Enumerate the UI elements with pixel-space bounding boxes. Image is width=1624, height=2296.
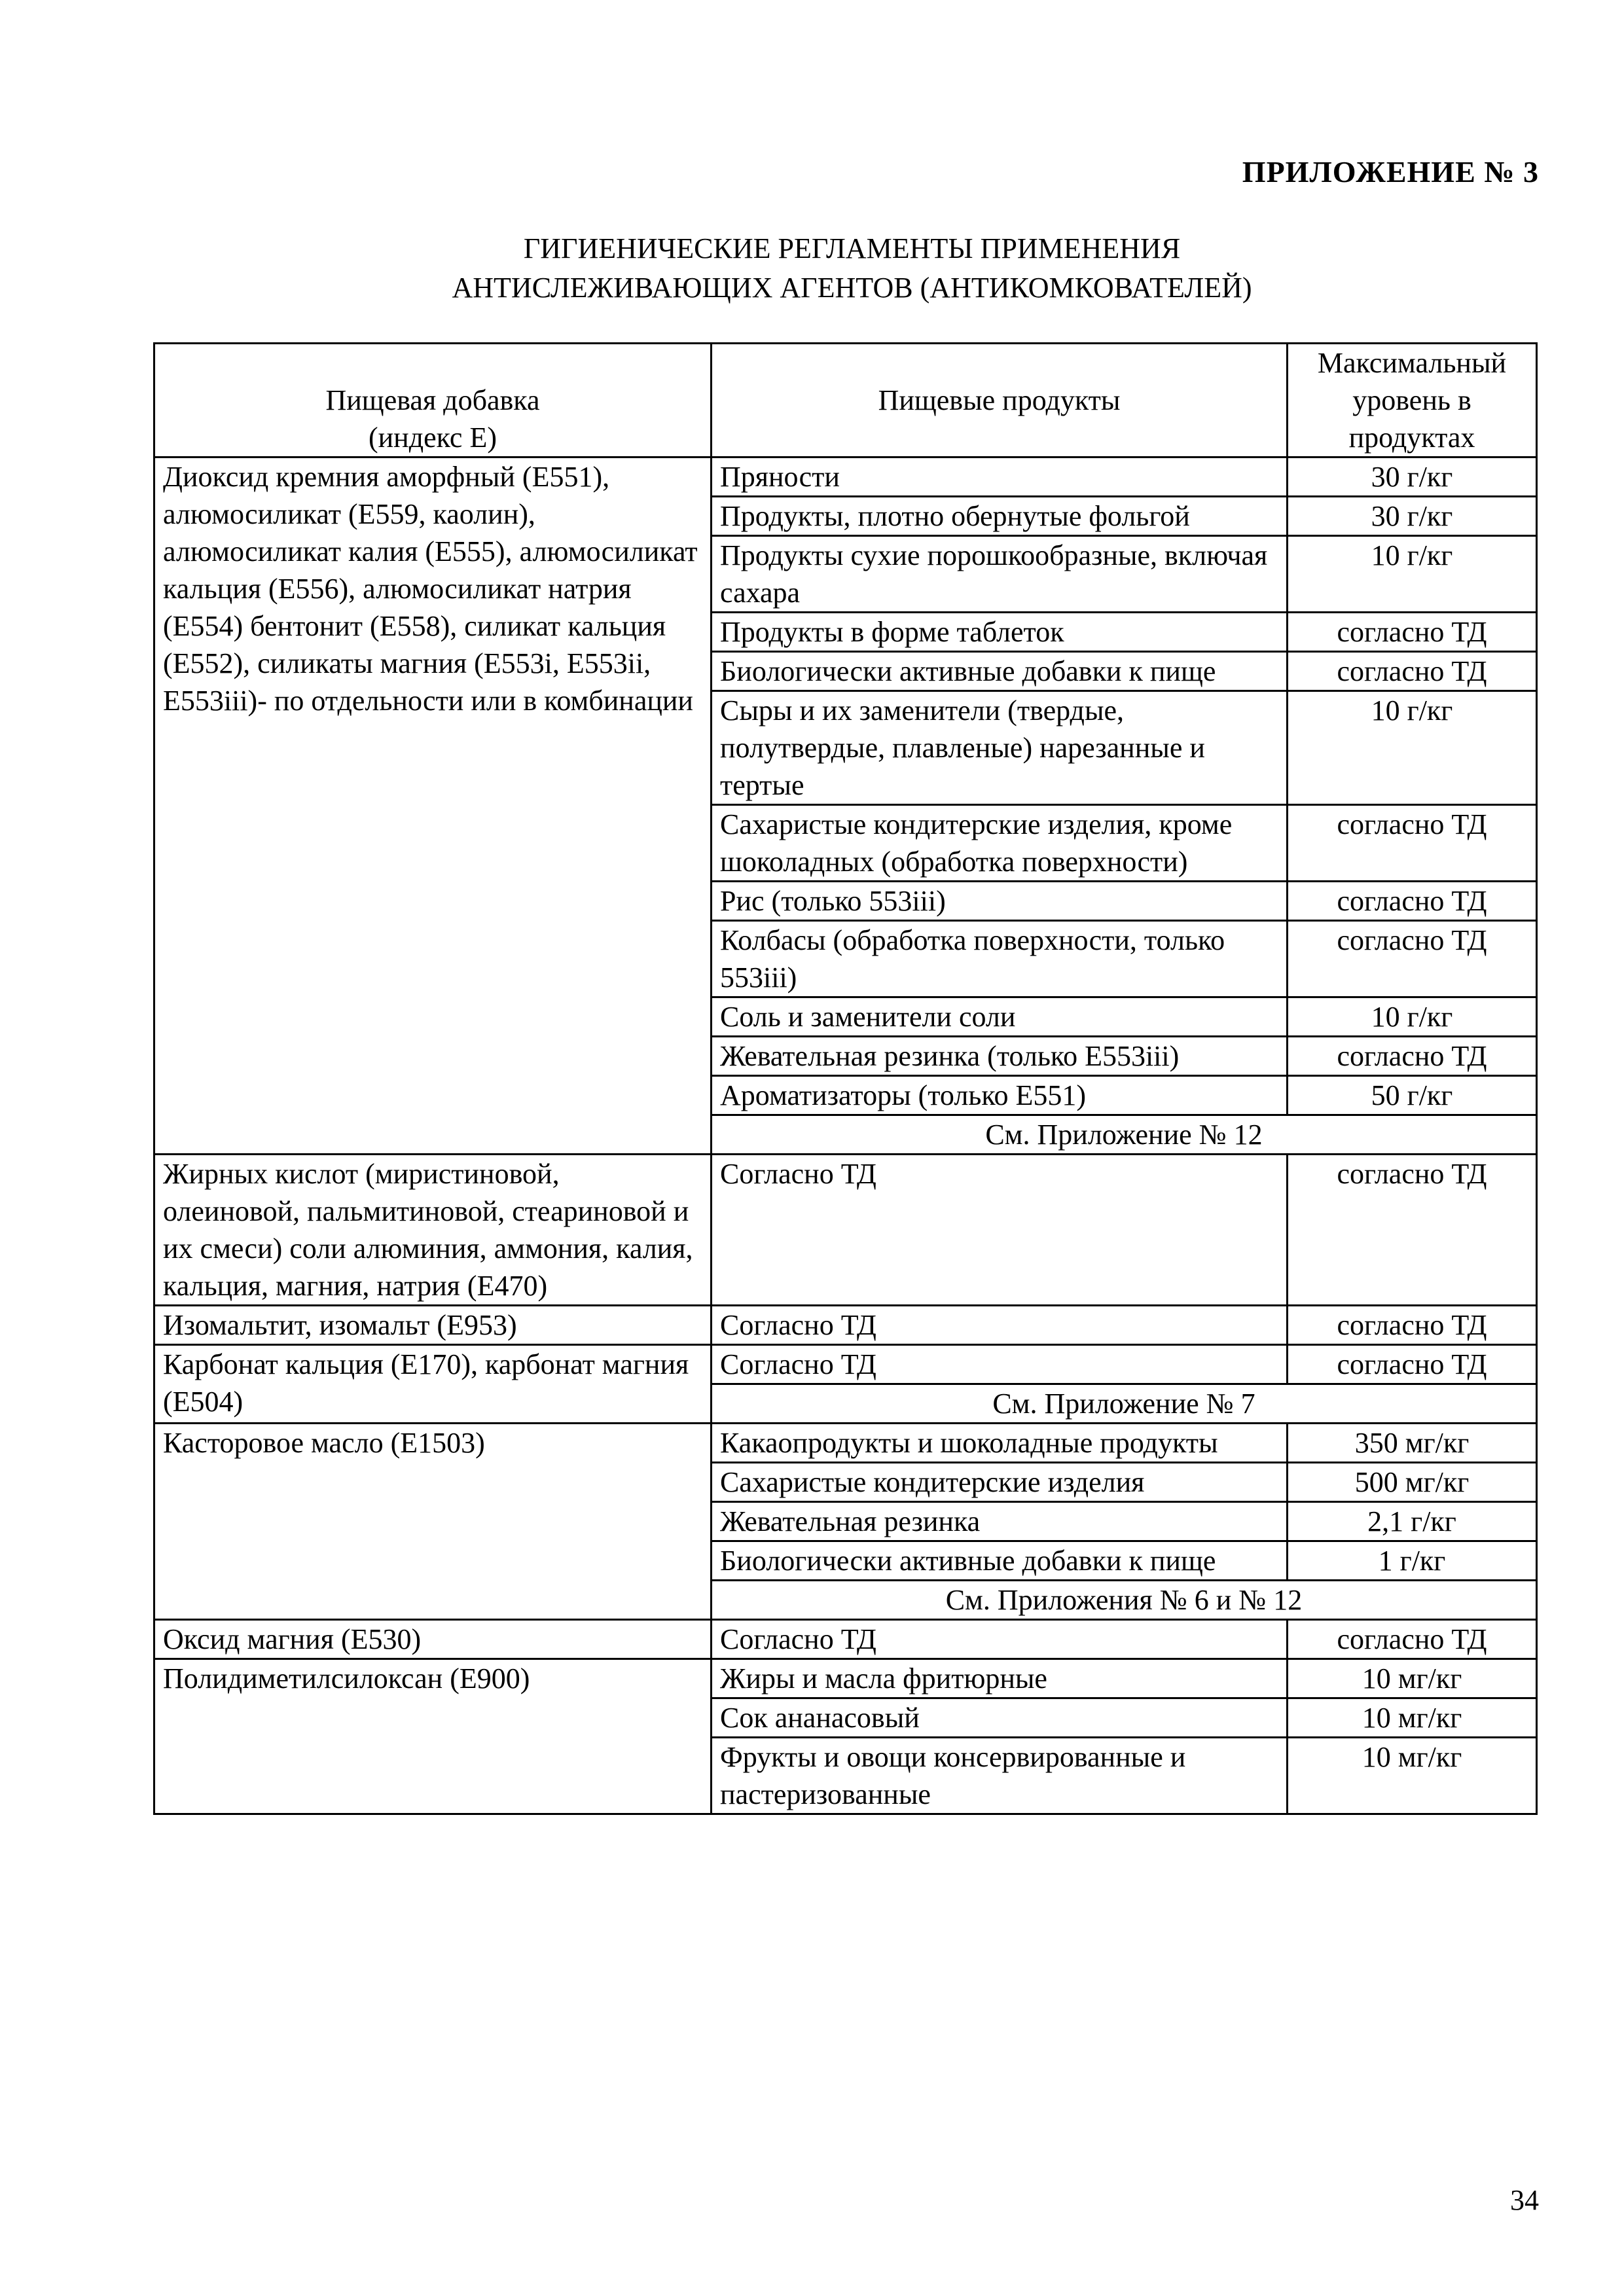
level-cell: 350 мг/кг [1288,1424,1537,1463]
product-cell: Согласно ТД [712,1620,1288,1659]
additive-cell: Полидиметилсилоксан (Е900) [154,1659,712,1814]
additive-cell: Изомальтит, изомальт (Е953) [154,1306,712,1345]
table-row [154,1659,1537,1698]
header-max-line-2: уровень в [1352,384,1471,416]
level-cell: согласно ТД [1288,1620,1537,1659]
header-additive-line-2: (индекс Е) [368,422,497,454]
level-cell: 500 мг/кг [1288,1463,1537,1502]
document-title [0,229,1624,308]
level-cell: 10 г/кг [1288,691,1537,805]
product-cell: Соль и заменители соли [712,997,1288,1037]
table-body [154,344,1537,1814]
product-cell: Сыры и их заменители (твердые, полутвердые, плавленые) нарезанные и тертые [712,691,1288,805]
additive-cell: Оксид магния (Е530) [154,1620,712,1659]
header-additive-line-1: Пищевая добавка [325,384,540,416]
level-cell: 10 г/кг [1288,997,1537,1037]
product-cell: Согласно ТД [712,1345,1288,1384]
product-cell: Согласно ТД [712,1306,1288,1345]
table-row [154,1306,1537,1345]
title-line-1: ГИГИЕНИЧЕСКИЕ РЕГЛАМЕНТЫ ПРИМЕНЕНИЯ [523,232,1181,264]
appendix-label: ПРИЛОЖЕНИЕ № 3 [1242,155,1539,188]
product-cell: Жиры и масла фритюрные [712,1659,1288,1698]
product-cell: Сок ананасовый [712,1698,1288,1738]
level-cell: 50 г/кг [1288,1076,1537,1115]
level-cell: согласно ТД [1288,921,1537,997]
header-products: Пищевые продукты [712,344,1288,457]
level-cell: согласно ТД [1288,613,1537,652]
product-cell: Продукты, плотно обернутые фольгой [712,497,1288,536]
level-cell: согласно ТД [1288,1345,1537,1384]
level-cell: 10 мг/кг [1288,1738,1537,1814]
level-cell: 2,1 г/кг [1288,1502,1537,1541]
table-row [154,1620,1537,1659]
product-cell: Продукты в форме таблеток [712,613,1288,652]
page-number: 34 [1510,2184,1539,2216]
product-cell: Рис (только 553iii) [712,882,1288,921]
level-cell: 30 г/кг [1288,497,1537,536]
product-cell: Жевательная резинка [712,1502,1288,1541]
product-cell: Продукты сухие порошкообразные, включая сахара [712,536,1288,613]
level-cell: 10 г/кг [1288,536,1537,613]
product-cell: Согласно ТД [712,1155,1288,1306]
level-cell: согласно ТД [1288,805,1537,882]
additive-cell: Касторовое масло (Е1503) [154,1424,712,1620]
product-cell: Какаопродукты и шоколадные продукты [712,1424,1288,1463]
table-row [154,457,1537,497]
header-max-line-3: продуктах [1348,422,1475,454]
header-max-line-1: Максимальный [1317,347,1507,379]
table-row [154,1155,1537,1306]
level-cell: согласно ТД [1288,882,1537,921]
title-line-2: АНТИСЛЕЖИВАЮЩИХ АГЕНТОВ (АНТИКОМКОВАТЕЛЕЙ) [452,272,1252,304]
see-appendix-note: См. Приложение № 7 [712,1384,1537,1424]
additive-cell: Диоксид кремния аморфный (Е551), алюмосиликат (Е559, каолин), алюмосиликат калия (Е555), алюмосиликат кальция (Е556), алюмосиликат натрия (Е554) бентонит (Е558), силикат кальция (Е552), силикаты магния (Е553i, Е553ii, Е553iii)- по отдельности или в комбинации [154,457,712,1155]
level-cell: 10 мг/кг [1288,1698,1537,1738]
see-appendix-note: См. Приложения № 6 и № 12 [712,1581,1537,1620]
product-cell: Сахаристые кондитерские изделия, кроме шоколадных (обработка поверхности) [712,805,1288,882]
header-max-level [1288,344,1537,457]
table-row [154,1345,1537,1384]
product-cell: Биологически активные добавки к пище [712,1541,1288,1581]
see-appendix-note: См. Приложение № 12 [712,1115,1537,1155]
regulations-table [153,342,1538,1815]
product-cell: Колбасы (обработка поверхности, только 553iii) [712,921,1288,997]
level-cell: согласно ТД [1288,1037,1537,1076]
product-cell: Фрукты и овощи консервированные и пастеризованные [712,1738,1288,1814]
level-cell: 30 г/кг [1288,457,1537,497]
product-cell: Биологически активные добавки к пище [712,652,1288,691]
product-cell: Ароматизаторы (только Е551) [712,1076,1288,1115]
product-cell: Сахаристые кондитерские изделия [712,1463,1288,1502]
additive-cell: Карбонат кальция (Е170), карбонат магния (Е504) [154,1345,712,1424]
level-cell: 10 мг/кг [1288,1659,1537,1698]
product-cell: Пряности [712,457,1288,497]
level-cell: согласно ТД [1288,652,1537,691]
product-cell: Жевательная резинка (только Е553iii) [712,1037,1288,1076]
header-additive [154,344,712,457]
header-row [154,344,1537,457]
table-row [154,1424,1537,1463]
level-cell: согласно ТД [1288,1306,1537,1345]
additive-cell: Жирных кислот (миристиновой, олеиновой, пальмитиновой, стеариновой и их смеси) соли алюминия, аммония, калия, кальция, магния, натрия (Е470) [154,1155,712,1306]
level-cell: 1 г/кг [1288,1541,1537,1581]
level-cell: согласно ТД [1288,1155,1537,1306]
